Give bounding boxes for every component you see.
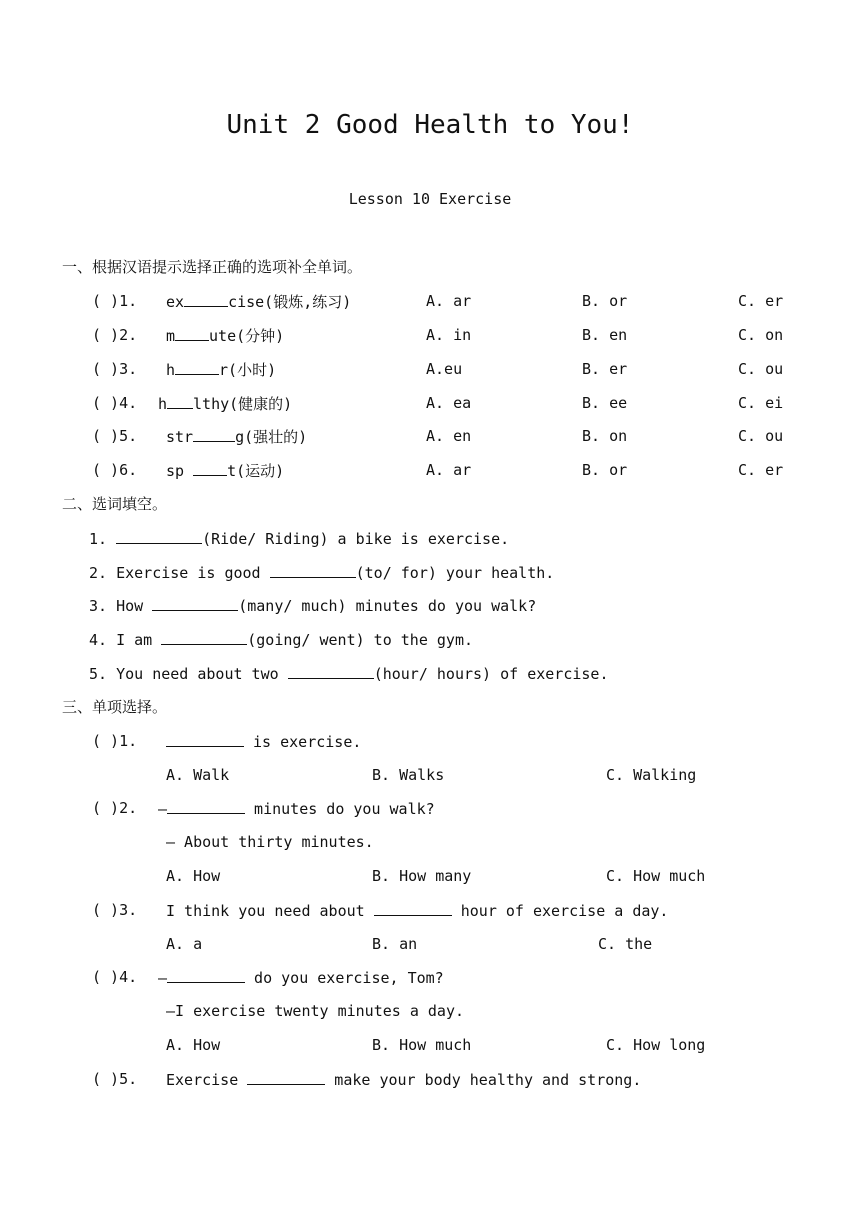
stem-end: do you exercise, Tom? bbox=[245, 969, 444, 987]
sentence-end: (going/ went) to the gym. bbox=[247, 631, 474, 649]
page-title: Unit 2 Good Health to You! bbox=[226, 110, 634, 140]
option-a[interactable]: A. ar bbox=[426, 292, 472, 310]
sentence-end: (to/ for) your health. bbox=[355, 564, 555, 582]
question-number: ( )1. bbox=[92, 292, 138, 310]
answer-blank[interactable] bbox=[161, 629, 247, 645]
question-number: ( )5. bbox=[92, 427, 138, 445]
option-c[interactable]: C. ou bbox=[738, 427, 784, 445]
word-prefix: h bbox=[158, 395, 168, 413]
option-a[interactable]: A. a bbox=[166, 935, 203, 953]
answer-blank[interactable] bbox=[167, 393, 193, 409]
answer-blank[interactable] bbox=[167, 967, 245, 983]
option-a[interactable]: A. How bbox=[166, 867, 221, 885]
word-prefix: h bbox=[166, 361, 176, 379]
option-c[interactable]: C. Walking bbox=[606, 766, 697, 784]
option-c[interactable]: C. er bbox=[738, 292, 784, 310]
word-prefix: ex bbox=[166, 293, 185, 311]
word-suffix: r(小时) bbox=[219, 361, 277, 379]
option-c[interactable]: C. the bbox=[598, 935, 653, 953]
word-prefix: m bbox=[166, 327, 176, 345]
sentence-start: You need about two bbox=[116, 665, 288, 683]
answer-blank[interactable] bbox=[116, 528, 202, 544]
question-number: ( )4. bbox=[92, 394, 138, 412]
answer-blank[interactable] bbox=[184, 291, 228, 307]
question-number: ( )4. bbox=[92, 968, 138, 986]
sentence-start: Exercise is good bbox=[116, 564, 270, 582]
section1-heading: 一、根据汉语提示选择正确的选项补全单词。 bbox=[62, 258, 363, 276]
question-number: 1. bbox=[89, 530, 108, 548]
answer-blank[interactable] bbox=[167, 798, 245, 814]
option-c[interactable]: C. How much bbox=[606, 867, 706, 885]
answer-blank[interactable] bbox=[175, 325, 209, 341]
option-a[interactable]: A. ea bbox=[426, 394, 472, 412]
answer-blank[interactable] bbox=[193, 460, 227, 476]
answer-blank[interactable] bbox=[270, 562, 356, 578]
section2-item-3 bbox=[89, 595, 536, 616]
question-number: ( )3. bbox=[92, 901, 138, 919]
option-b[interactable]: B. an bbox=[372, 935, 418, 953]
section2-item-4 bbox=[89, 629, 473, 650]
page-subtitle: Lesson 10 Exercise bbox=[348, 190, 512, 208]
option-b[interactable]: B. ee bbox=[582, 394, 628, 412]
answer-blank[interactable] bbox=[166, 731, 244, 747]
option-c[interactable]: C. ou bbox=[738, 360, 784, 378]
question-number: ( )2. bbox=[92, 326, 138, 344]
option-a[interactable]: A. Walk bbox=[166, 766, 230, 784]
question-number: ( )5. bbox=[92, 1070, 138, 1088]
option-b[interactable]: B. on bbox=[582, 427, 628, 445]
answer-blank[interactable] bbox=[374, 900, 452, 916]
question-number: ( )6. bbox=[92, 461, 138, 479]
question-number: ( )1. bbox=[92, 732, 138, 750]
sentence-start: I am bbox=[116, 631, 162, 649]
question-number: 3. bbox=[89, 597, 108, 615]
question-4-stem bbox=[158, 967, 444, 988]
option-b[interactable]: B. or bbox=[582, 461, 628, 479]
sentence-end: (many/ much) minutes do you walk? bbox=[238, 597, 537, 615]
dialogue-reply: — About thirty minutes. bbox=[166, 833, 374, 851]
option-c[interactable]: C. How long bbox=[606, 1036, 706, 1054]
stem-end: make your body healthy and strong. bbox=[325, 1071, 642, 1089]
word-suffix: ute(分钟) bbox=[209, 327, 285, 345]
answer-blank[interactable] bbox=[175, 359, 219, 375]
word-suffix: lthy(健康的) bbox=[193, 395, 293, 413]
option-b[interactable]: B. or bbox=[582, 292, 628, 310]
stem-end: is exercise. bbox=[244, 733, 362, 751]
option-b[interactable]: B. er bbox=[582, 360, 628, 378]
word-suffix: g(强壮的) bbox=[235, 428, 308, 446]
answer-blank[interactable] bbox=[193, 426, 235, 442]
option-b[interactable]: B. How many bbox=[372, 867, 472, 885]
option-b[interactable]: B. How much bbox=[372, 1036, 472, 1054]
stem-start: Exercise bbox=[166, 1071, 248, 1089]
stem-end: minutes do you walk? bbox=[245, 800, 435, 818]
stem-start: — bbox=[158, 800, 168, 818]
question-2-stem bbox=[158, 798, 435, 819]
answer-blank[interactable] bbox=[288, 663, 374, 679]
option-a[interactable]: A. in bbox=[426, 326, 472, 344]
option-c[interactable]: C. ei bbox=[738, 394, 784, 412]
word-prefix: sp bbox=[166, 462, 194, 480]
answer-blank[interactable] bbox=[247, 1069, 325, 1085]
sentence-start: How bbox=[116, 597, 153, 615]
dialogue-reply: —I exercise twenty minutes a day. bbox=[166, 1002, 465, 1020]
section3-heading: 三、单项选择。 bbox=[62, 698, 168, 716]
section2-item-5 bbox=[89, 663, 609, 684]
question-3-stem bbox=[166, 900, 668, 921]
question-number: 4. bbox=[89, 631, 108, 649]
stem-end: hour of exercise a day. bbox=[451, 902, 669, 920]
question-number: ( )3. bbox=[92, 360, 138, 378]
word-prefix: str bbox=[166, 428, 194, 446]
sentence-end: (Ride/ Riding) a bike is exercise. bbox=[202, 530, 510, 548]
section2-item-1 bbox=[89, 528, 509, 549]
option-c[interactable]: C. er bbox=[738, 461, 784, 479]
question-1-stem bbox=[166, 731, 361, 752]
answer-blank[interactable] bbox=[152, 595, 238, 611]
stem-start: — bbox=[158, 969, 168, 987]
option-a[interactable]: A. ar bbox=[426, 461, 472, 479]
question-5-stem bbox=[166, 1069, 641, 1090]
option-b[interactable]: B. Walks bbox=[372, 766, 445, 784]
sentence-end: (hour/ hours) of exercise. bbox=[373, 665, 609, 683]
question-number: 5. bbox=[89, 665, 108, 683]
question-number: 2. bbox=[89, 564, 108, 582]
word-suffix: cise(锻炼,练习) bbox=[228, 293, 352, 311]
option-a[interactable]: A.eu bbox=[426, 360, 463, 378]
option-b[interactable]: B. en bbox=[582, 326, 628, 344]
question-number: ( )2. bbox=[92, 799, 138, 817]
option-a[interactable]: A. How bbox=[166, 1036, 221, 1054]
option-a[interactable]: A. en bbox=[426, 427, 472, 445]
section2-item-2 bbox=[89, 562, 554, 583]
word-suffix: t(运动) bbox=[227, 462, 285, 480]
stem-start: I think you need about bbox=[166, 902, 374, 920]
option-c[interactable]: C. on bbox=[738, 326, 784, 344]
section2-heading: 二、选词填空。 bbox=[62, 495, 168, 513]
